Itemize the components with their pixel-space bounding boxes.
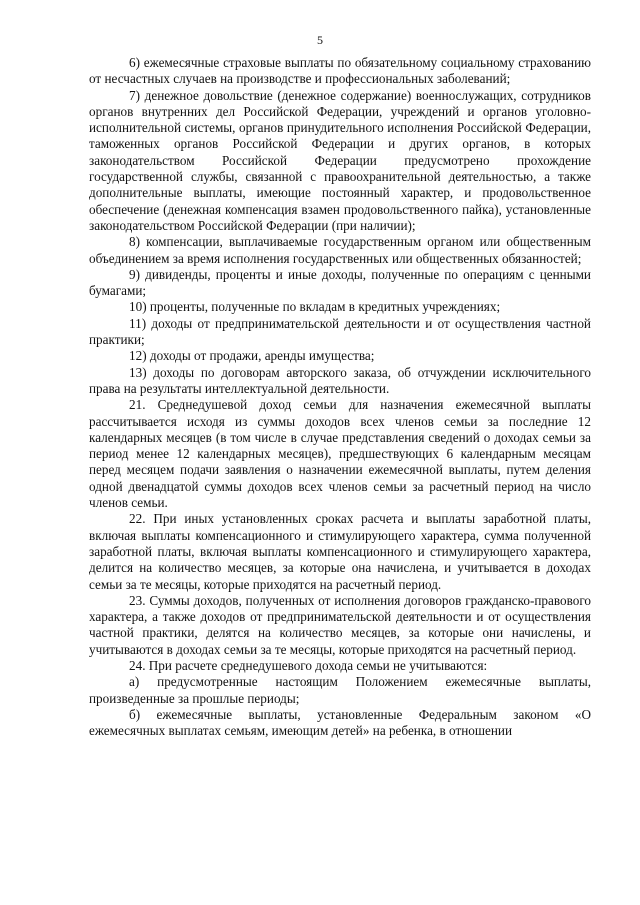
list-item-13: 13) доходы по договорам авторского заказа, об отчуждении исключительного права на результаты интеллектуальной деятельности.: [89, 364, 591, 396]
list-item-6: 6) ежемесячные страховые выплаты по обязательному социальному страхованию от несчастных случаев на производстве и профессиональных заболеваний;: [89, 55, 591, 87]
list-item-9: 9) дивиденды, проценты и иные доходы, полученные по операциям с ценными бумагами;: [89, 266, 591, 299]
document-body: [89, 55, 591, 739]
clause-21: 21. Среднедушевой доход семьи для назначения ежемесячной выплаты рассчитывается исходя из суммы доходов всех членов семьи за последние 12 календарных месяцев (в том числе в случае представления сведений о доходах семьи за период менее 12 календарных месяцев), предшествующих 6 календарным месяцам перед месяцем подачи заявления о назначении ежемесячной выплаты, путем деления одной двенадцатой суммы доходов всех членов семьи за расчетный период на число членов семьи.: [89, 397, 591, 511]
clause-24-item-b: б) ежемесячные выплаты, установленные Федеральным законом «О ежемесячных выплатах семьям, имеющим детей» на ребенка, в отношении: [89, 706, 591, 739]
list-item-7: 7) денежное довольствие (денежное содержание) военнослужащих, сотрудников органов внутренних дел Российской Федерации, учреждений и органов уголовно-исполнительной системы, органов принудительного исполнения Российской Федерации, таможенных органов Российской Федерации и других органов, в которых законодательством Российской Федерации предусмотрено прохождение государственной службы, связанной с правоохранительной деятельностью, а также дополнительные выплаты, имеющие постоянный характер, и продовольственное обеспечение (денежная компенсация взамен продовольственного пайка), установленные законодательством Российской Федерации (при наличии);: [89, 87, 591, 233]
page-number: 5: [317, 33, 323, 47]
clause-24: 24. При расчете среднедушевого дохода семьи не учитываются:: [129, 657, 488, 673]
list-item-8: 8) компенсации, выплачиваемые государственным органом или общественным объединением за время исполнения государственных или общественных обязанностей;: [89, 234, 591, 266]
list-item-12: 12) доходы от продажи, аренды имущества;: [129, 348, 375, 364]
clause-23: 23. Суммы доходов, полученных от исполнения договоров гражданско-правового характера, а также доходов от предпринимательской деятельности и от осуществления частной практики, делятся на количество месяцев, за которые они начислены, и учитываются в доходах семьи за те месяцы, которые приходятся на расчетный период.: [89, 592, 591, 657]
clause-24-item-a: а) предусмотренные настоящим Положением ежемесячные выплаты, произведенные за прошлые периоды;: [89, 674, 591, 706]
list-item-10: 10) проценты, полученные по вкладам в кредитных учреждениях;: [129, 299, 501, 315]
clause-22: 22. При иных установленных сроках расчета и выплаты заработной платы, включая выплаты компенсационного и стимулирующего характера, сумма полученной заработной платы, включая выплаты компенсационного и стимулирующего характера, делится на количество месяцев, за которые она начислена, и учитывается в доходах семьи за те месяцы, которые приходятся на расчетный период.: [89, 511, 591, 592]
list-item-11: 11) доходы от предпринимательской деятельности и от осуществления частной практики;: [89, 315, 591, 348]
